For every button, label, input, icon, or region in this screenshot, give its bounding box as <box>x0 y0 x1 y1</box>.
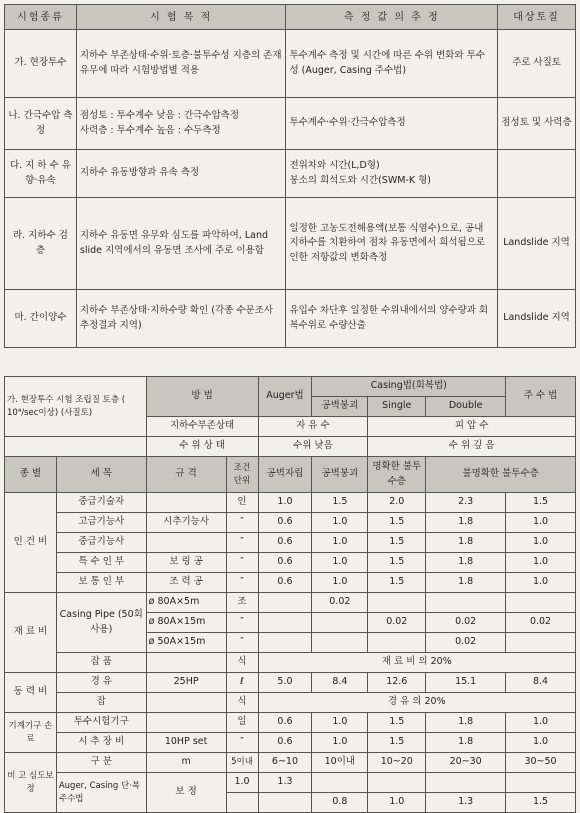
table2-title: 가. 현장투수 시험 조립질 토층 ( 10⁴/sec이상) (사질토) <box>5 377 147 437</box>
table-cell: 0.6 <box>258 553 312 573</box>
table-cell: 1.8 <box>426 713 506 733</box>
table-cell: 1.5 <box>368 553 426 573</box>
table-cell: 1.5 <box>506 493 576 513</box>
table-cell <box>258 593 312 613</box>
table-cell: 2.3 <box>426 493 506 513</box>
table-row-spec: ø 80A×5m <box>146 593 226 613</box>
table-row-unit: 일 <box>226 713 258 733</box>
table-cell: 0.02 <box>426 613 506 633</box>
table-cell: 0.8 <box>312 793 368 813</box>
cost-table <box>4 376 576 813</box>
table-cell <box>368 633 426 653</box>
table-cell: 0.02 <box>368 613 426 633</box>
table-cell: 1.0 <box>506 533 576 553</box>
group-equipment: 기계기구 손 료 <box>5 713 57 753</box>
test-type-table <box>4 4 576 348</box>
table-cell: 1.0 <box>312 553 368 573</box>
table-row-spec: 25HP <box>146 673 226 693</box>
table-cell: 1.0 <box>226 773 258 793</box>
col-d: 불명확한 불투수층 <box>426 457 576 493</box>
table-row-unit: ℓ <box>226 673 258 693</box>
row-purpose: 지하수 부존상태·수위·토층·불투수성 지층의 존재 유무에 따라 시험방법별 적용 <box>76 30 286 98</box>
header-soil: 대상토질 <box>498 5 576 30</box>
table-cell: 8.4 <box>312 673 368 693</box>
table-row-spec: 보 링 공 <box>146 553 226 573</box>
header-type: 시험종류 <box>5 5 77 30</box>
row-estimate: 유입수 차단후 일정한 수위내에서의 양수량과 회복수위로 수량산출 <box>286 290 498 348</box>
table-cell: 1.0 <box>368 793 426 813</box>
table-cell: 10~20 <box>368 753 426 773</box>
table-row-item: 경 유 <box>56 673 146 693</box>
table-row-unit: ″ <box>226 573 258 593</box>
table-cell: 1.8 <box>426 733 506 753</box>
col-a: 공벽자립 <box>258 457 312 493</box>
table-row-spec: m <box>146 753 226 773</box>
table-row-spec <box>146 533 226 553</box>
row-purpose: 지하수 부존상태·지하수량 확인 (각종 수문조사 추정결과 지역) <box>76 290 286 348</box>
table-cell: 0.02 <box>506 613 576 633</box>
row-estimate: 투수계수 측정 및 시간에 따른 수위 변화와 투수성 (Auger, Casing 주수법) <box>286 30 498 98</box>
table-row-unit: 식 <box>226 693 258 713</box>
table-row-spec: 보 정 <box>146 773 226 813</box>
table-cell: 1.5 <box>368 573 426 593</box>
table-row-spec: 10HP set <box>146 733 226 753</box>
table-cell <box>506 593 576 613</box>
table-cell: 1.0 <box>312 533 368 553</box>
water-level-deep: 수 위 깊 음 <box>368 437 576 457</box>
table-cell: 1.8 <box>426 513 506 533</box>
table-cell <box>258 613 312 633</box>
table-cell: 0.6 <box>258 733 312 753</box>
casing-header: Casing법(회복법) <box>312 377 506 397</box>
table-cell: 1.3 <box>426 793 506 813</box>
table-cell: 1.5 <box>368 713 426 733</box>
row-soil: Landslide 지역 <box>498 198 576 290</box>
table-cell: 1.5 <box>368 513 426 533</box>
table-row-item: Casing Pipe (50회사용) <box>56 593 146 653</box>
groundwater-state: 지하수부존상태 <box>146 417 258 437</box>
table-row-item: 구 분 <box>56 753 146 773</box>
table-cell: 0.02 <box>312 593 368 613</box>
table-row-unit: ″ <box>226 633 258 653</box>
table-cell: 1.5 <box>368 533 426 553</box>
table-cell: 1.3 <box>258 773 312 793</box>
table-row-item: 중급기능사 <box>56 533 146 553</box>
header-estimate: 측 정 값 의 추 정 <box>286 5 498 30</box>
row-soil: 주로 사질토 <box>498 30 576 98</box>
table-cell: 1.0 <box>258 493 312 513</box>
table-cell: 재 료 비 의 20% <box>258 653 576 673</box>
row-soil <box>498 150 576 198</box>
row-type: 마. 간이양수 <box>5 290 77 348</box>
table-cell: 2.0 <box>368 493 426 513</box>
free-water: 자 유 수 <box>258 417 368 437</box>
table-cell: 8.4 <box>506 673 576 693</box>
table-cell: 1.0 <box>506 513 576 533</box>
header-purpose: 시 험 목 적 <box>76 5 286 30</box>
table-row-unit: 5이내 <box>226 753 258 773</box>
table-cell: 1.0 <box>506 573 576 593</box>
confined-water: 피 압 수 <box>368 417 576 437</box>
table-row-unit: ″ <box>226 553 258 573</box>
row-type: 다. 지 하 수 유향·유속 <box>5 150 77 198</box>
row-purpose: 지하수 유동방향과 유속 측정 <box>76 150 286 198</box>
water-level-low: 수위 낮음 <box>258 437 368 457</box>
table-cell <box>506 633 576 653</box>
table-cell <box>258 633 312 653</box>
table-cell: 1.5 <box>506 793 576 813</box>
group-note: 비 고 심도보정 <box>5 753 57 813</box>
table-cell: 12.6 <box>368 673 426 693</box>
table-cell: 1.5 <box>368 733 426 753</box>
table-cell: 1.8 <box>426 573 506 593</box>
table-row-spec: 시추기능사 <box>146 513 226 533</box>
row-estimate: 투수계수·수위·간극수압측정 <box>286 98 498 150</box>
table-row-unit: ″ <box>226 733 258 753</box>
table-row-item: 고급기능사 <box>56 513 146 533</box>
table-cell: 1.5 <box>312 493 368 513</box>
row-type: 라. 지하수 검 층 <box>5 198 77 290</box>
table-row-spec <box>146 493 226 513</box>
table-cell: 1.0 <box>312 513 368 533</box>
gongbyeok-header: 공벽붕괴 <box>312 397 368 417</box>
table-row-item: Auger, Casing 단·복 주수법 <box>56 773 146 813</box>
table-cell: 0.6 <box>258 513 312 533</box>
table-row-item: 보 통 인 부 <box>56 573 146 593</box>
table-cell: 경 유 의 20% <box>258 693 576 713</box>
table-row-unit: ″ <box>226 613 258 633</box>
water-level-state: 수 위 상 태 <box>146 437 258 457</box>
table-row-spec: ø 80A×15m <box>146 613 226 633</box>
group-labor: 인 건 비 <box>5 493 57 593</box>
table-cell: 5.0 <box>258 673 312 693</box>
col-kind: 종 별 <box>5 457 57 493</box>
table-cell: 0.6 <box>258 573 312 593</box>
table-row-unit: ″ <box>226 533 258 553</box>
col-c: 명확한 불투수층 <box>368 457 426 493</box>
table-row-item: 잡 품 <box>56 653 146 673</box>
table-cell <box>368 593 426 613</box>
table-row-item: 중급기술자 <box>56 493 146 513</box>
table-row-item: 투수시험기구 <box>56 713 146 733</box>
table-cell: 1.0 <box>312 713 368 733</box>
jusu-header: 주 수 법 <box>506 377 576 417</box>
table-row-item: 특 수 인 부 <box>56 553 146 573</box>
col-item: 세 목 <box>56 457 146 493</box>
row-type: 나. 간극수압 측 정 <box>5 98 77 150</box>
table-cell: 6~10 <box>258 753 312 773</box>
table-cell <box>312 633 368 653</box>
table-row-item: 잡 <box>56 693 146 713</box>
table-cell: 0.6 <box>258 533 312 553</box>
table-cell: 0.02 <box>426 633 506 653</box>
table-row-unit: ″ <box>226 513 258 533</box>
row-purpose: 지하수 유동면 유무와 심도를 파악하여, Land slide 지역에서의 유동면 조사에 주로 이용함 <box>76 198 286 290</box>
col-cond: 조건 단위 <box>226 457 258 493</box>
col-spec: 규 격 <box>146 457 226 493</box>
table-row-unit: 식 <box>226 653 258 673</box>
row-purpose: 점성토 : 투수계수 낮음 : 간극수압측정 사력층 : 투수계수 높음 : 수두측정 <box>76 98 286 150</box>
table-row-unit: 인 <box>226 493 258 513</box>
row-estimate: 일정한 고농도전해용액(보통 식염수)으로, 공내 지하수를 치환하여 점차 유동면에서 희석됨으로 인한 저항값의 변화측정 <box>286 198 498 290</box>
group-power: 동 력 비 <box>5 673 57 713</box>
group-material: 재 료 비 <box>5 593 57 673</box>
auger-header: Auger법 <box>258 377 312 417</box>
row-type: 가. 현장투수 <box>5 30 77 98</box>
method-header: 방 법 <box>146 377 258 417</box>
table-cell: 15.1 <box>426 673 506 693</box>
table-row-spec: ø 50A×15m <box>146 633 226 653</box>
table-cell: 1.8 <box>426 553 506 573</box>
table-cell <box>426 593 506 613</box>
table-cell: 1.0 <box>312 573 368 593</box>
table-cell: 30~50 <box>506 753 576 773</box>
double-header: Double <box>426 397 506 417</box>
row-estimate: 전위차와 시간(L,D형) 붕소의 희석도와 시간(SWM-K 형) <box>286 150 498 198</box>
table-row-unit: 조 <box>226 593 258 613</box>
table-row-spec: 조 력 공 <box>146 573 226 593</box>
table-cell: 1.0 <box>506 733 576 753</box>
row-soil: Landslide 지역 <box>498 290 576 348</box>
table-cell <box>312 613 368 633</box>
table-cell: 10이내 <box>312 753 368 773</box>
table-cell: 0.6 <box>258 713 312 733</box>
table-cell: 1.0 <box>312 733 368 753</box>
col-b: 공벽붕괴 <box>312 457 368 493</box>
table-row-item: 시 추 장 비 <box>56 733 146 753</box>
table-cell: 20~30 <box>426 753 506 773</box>
table-row-spec <box>146 713 226 733</box>
row-soil: 점성토 및 사력층 <box>498 98 576 150</box>
single-header: Single <box>368 397 426 417</box>
table-cell: 1.8 <box>426 533 506 553</box>
table-cell: 1.0 <box>506 553 576 573</box>
table-cell: 1.0 <box>506 713 576 733</box>
